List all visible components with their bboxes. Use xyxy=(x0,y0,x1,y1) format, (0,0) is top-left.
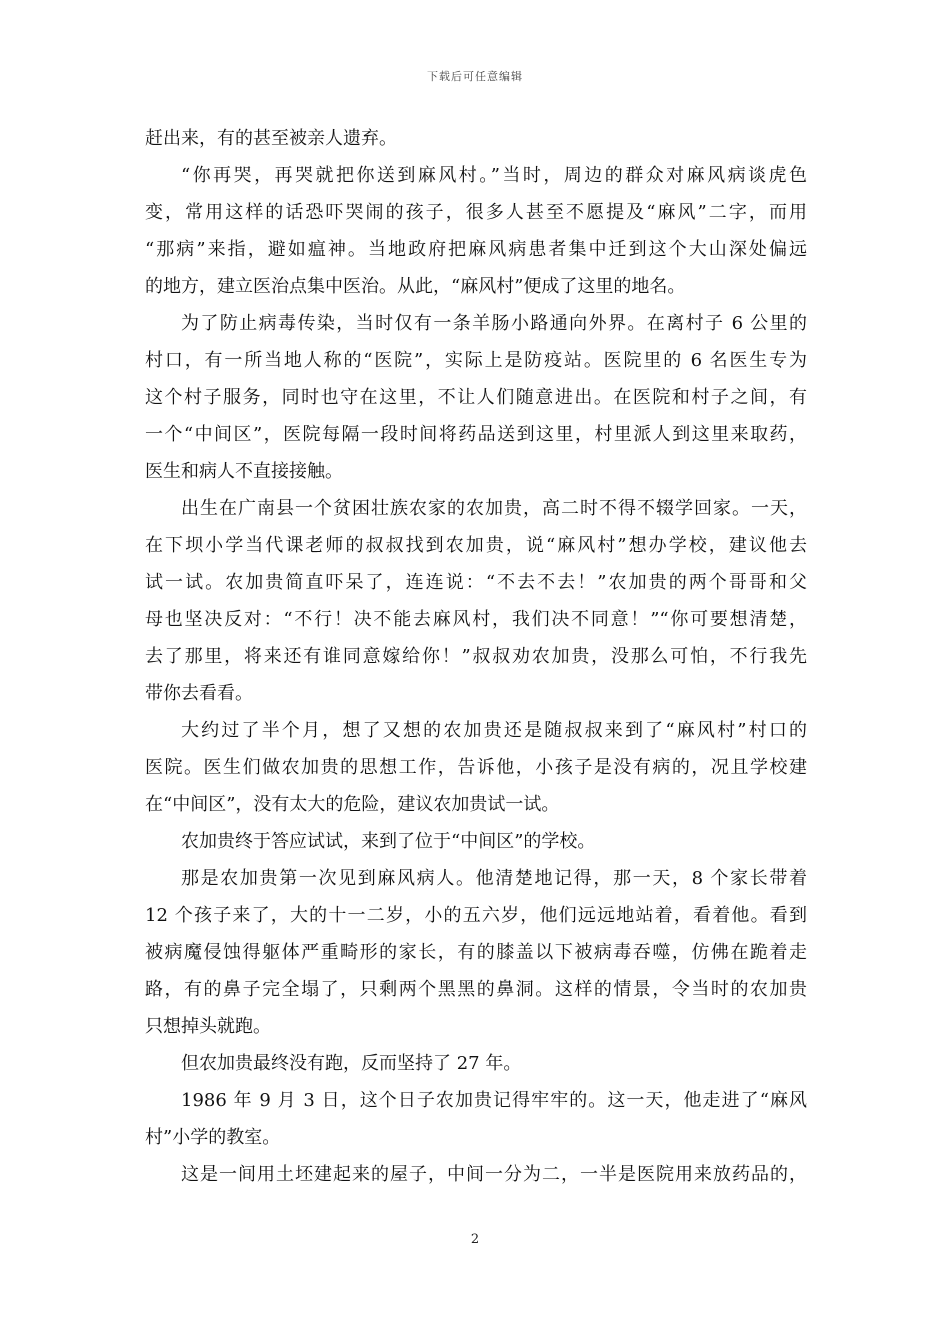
text-line: 在下坝小学当代课老师的叔叔找到农加贵，说“麻风村”想办学校，建议他去 xyxy=(145,535,807,556)
text-line: 医院。医生们做农加贵的思想工作，告诉他，小孩子是没有病的，况且学校建 xyxy=(145,757,807,778)
text-line: 只想掉头就跑。 xyxy=(145,1016,271,1037)
text-line: 这个村子服务，同时也守在这里，不让人们随意进出。在医院和村子之间，有 xyxy=(145,387,807,408)
text-line: 农加贵终于答应试试，来到了位于“中间区”的学校。 xyxy=(181,831,596,852)
document-body xyxy=(145,120,807,1193)
text-line: 出生在广南县一个贫困壮族农家的农加贵，高二时不得不辍学回家。一天， xyxy=(181,498,807,519)
text-line: 这是一间用土坯建起来的屋子，中间一分为二，一半是医院用来放药品的， xyxy=(181,1164,807,1185)
text-line: 赶出来，有的甚至被亲人遗弃。 xyxy=(145,128,397,149)
text-line: 那是农加贵第一次见到麻风病人。他清楚地记得，那一天，8 个家长带着 xyxy=(181,868,807,889)
text-line: 一个“中间区”，医院每隔一段时间将药品送到这里，村里派人到这里来取药， xyxy=(145,424,807,445)
page-number: 2 xyxy=(470,1232,480,1247)
text-line: 在“中间区”，没有太大的危险，建议农加贵试一试。 xyxy=(145,794,560,815)
text-line: 试一试。农加贵简直吓呆了，连连说：“不去不去！”农加贵的两个哥哥和父 xyxy=(145,572,807,593)
text-line: 大约过了半个月，想了又想的农加贵还是随叔叔来到了“麻风村”村口的 xyxy=(181,720,807,741)
text-line: 医生和病人不直接接触。 xyxy=(145,461,343,482)
text-line: “那病”来指，避如瘟神。当地政府把麻风病患者集中迁到这个大山深处偏远 xyxy=(145,239,807,260)
text-line: 变，常用这样的话恐吓哭闹的孩子，很多人甚至不愿提及“麻风”二字，而用 xyxy=(145,202,807,223)
text-line: 去了那里，将来还有谁同意嫁给你！”叔叔劝农加贵，没那么可怕，不行我先 xyxy=(145,646,807,667)
text-line: “你再哭，再哭就把你送到麻风村。”当时，周边的群众对麻风病谈虎色 xyxy=(181,165,807,186)
text-line: 母也坚决反对：“不行！决不能去麻风村，我们决不同意！”“你可要想清楚， xyxy=(145,609,807,630)
text-line: 带你去看看。 xyxy=(145,683,253,704)
text-line: 被病魔侵蚀得躯体严重畸形的家长，有的膝盖以下被病毒吞噬，仿佛在跪着走 xyxy=(145,942,807,963)
page-header: 下载后可任意编辑 xyxy=(427,70,523,83)
text-line: 1986 年 9 月 3 日，这个日子农加贵记得牢牢的。这一天，他走进了“麻风 xyxy=(181,1090,807,1111)
text-line: 但农加贵最终没有跑，反而坚持了 27 年。 xyxy=(181,1053,522,1074)
text-line: 村”小学的教室。 xyxy=(145,1127,281,1148)
text-line: 为了防止病毒传染，当时仅有一条羊肠小路通向外界。在离村子 6 公里的 xyxy=(181,313,807,334)
text-line: 的地方，建立医治点集中医治。从此，“麻风村”便成了这里的地名。 xyxy=(145,276,686,297)
text-line: 12 个孩子来了，大的十一二岁，小的五六岁，他们远远地站着，看着他。看到 xyxy=(145,905,807,926)
text-line: 村口，有一所当地人称的“医院”，实际上是防疫站。医院里的 6 名医生专为 xyxy=(145,350,807,371)
text-line: 路，有的鼻子完全塌了，只剩两个黑黑的鼻洞。这样的情景，令当时的农加贵 xyxy=(145,979,807,1000)
